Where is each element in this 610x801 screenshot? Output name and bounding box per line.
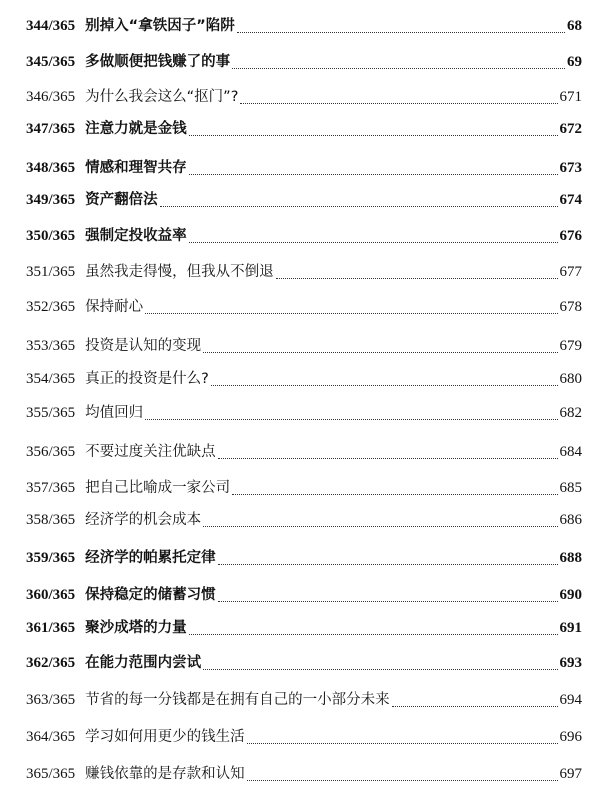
entry-number: 359/365 [26,550,76,566]
entry-page: 696 [559,729,582,745]
entry-title: 为什么我会这么“抠门”? [85,89,239,105]
dot-leader [392,706,558,707]
entry-number: 352/365 [26,299,76,315]
entry-title: 保持耐心 [85,299,144,315]
entry-page: 69 [567,54,582,70]
entry-title: 赚钱依靠的是存款和认知 [85,766,245,782]
entry-page: 694 [559,692,582,708]
entry-title: 虽然我走得慢，但我从不倒退 [85,264,274,280]
dot-leader [145,313,557,314]
entry-number: 348/365 [26,160,76,176]
entry-number: 349/365 [26,192,76,208]
entry-page: 691 [559,620,582,636]
dot-leader [189,174,558,175]
entry-number: 360/365 [26,587,76,603]
dot-leader [189,135,558,136]
dot-leader [232,494,557,495]
toc-entry[interactable] [26,188,582,212]
entry-title: 别掉入“拿铁因子”陷阱 [85,18,235,34]
entry-page: 68 [567,18,582,34]
entry-number: 361/365 [26,620,76,636]
toc-entry[interactable] [26,546,582,570]
entry-title: 不要过度关注优缺点 [85,444,216,460]
entry-number: 357/365 [26,480,76,496]
dot-leader [237,32,565,33]
dot-leader [203,526,557,527]
dot-leader [247,780,558,781]
entry-page: 678 [559,299,582,315]
entry-page: 673 [559,160,582,176]
toc-entry[interactable] [26,224,582,248]
toc-entry[interactable] [26,50,582,74]
entry-number: 364/365 [26,729,76,745]
dot-leader [218,601,558,602]
entry-number: 344/365 [26,18,76,34]
entry-title: 资产翻倍法 [85,192,158,208]
entry-page: 680 [559,371,582,387]
toc-entry[interactable] [26,725,582,749]
entry-page: 676 [559,228,582,244]
entry-page: 697 [559,766,582,782]
entry-page: 677 [559,264,582,280]
dot-leader [218,458,558,459]
entry-number: 353/365 [26,338,76,354]
toc-entry[interactable] [26,401,582,425]
toc-entry[interactable] [26,440,582,464]
dot-leader [247,743,558,744]
dot-leader [189,634,558,635]
toc-entry[interactable] [26,651,582,675]
toc-entry[interactable] [26,295,582,319]
entry-page: 688 [559,550,582,566]
entry-number: 358/365 [26,512,76,528]
dot-leader [203,669,557,670]
entry-title: 把自己比喻成一家公司 [85,480,231,496]
dot-leader [218,564,558,565]
entry-title: 注意力就是金钱 [85,121,187,137]
dot-leader [240,103,557,104]
entry-page: 682 [559,405,582,421]
entry-page: 684 [559,444,582,460]
dot-leader [211,385,558,386]
entry-page: 671 [559,89,582,105]
dot-leader [145,419,557,420]
entry-number: 356/365 [26,444,76,460]
toc-entry[interactable] [26,117,582,141]
entry-number: 365/365 [26,766,76,782]
dot-leader [160,206,558,207]
entry-page: 686 [559,512,582,528]
entry-title: 在能力范围内尝试 [85,655,202,671]
entry-title: 经济学的帕累托定律 [85,550,216,566]
toc-entry[interactable] [26,367,582,391]
entry-page: 690 [559,587,582,603]
entry-title: 情感和理智共存 [85,160,187,176]
entry-number: 350/365 [26,228,76,244]
entry-title: 多做顺便把钱赚了的事 [85,54,231,70]
toc-entry[interactable] [26,616,582,640]
toc-entry[interactable] [26,762,582,786]
dot-leader [189,242,558,243]
entry-page: 674 [559,192,582,208]
toc-entry[interactable] [26,260,582,284]
entry-title: 学习如何用更少的钱生活 [85,729,245,745]
entry-number: 351/365 [26,264,76,280]
toc-entry[interactable] [26,688,582,712]
dot-leader [203,352,557,353]
entry-title: 保持稳定的储蓄习惯 [85,587,216,603]
dot-leader [232,68,565,69]
toc-entry[interactable] [26,508,582,532]
entry-number: 363/365 [26,692,76,708]
entry-number: 345/365 [26,54,76,70]
entry-title: 强制定投收益率 [85,228,187,244]
entry-number: 354/365 [26,371,76,387]
entry-page: 679 [559,338,582,354]
entry-title: 真正的投资是什么? [85,371,209,387]
entry-number: 362/365 [26,655,76,671]
entry-title: 聚沙成塔的力量 [85,620,187,636]
entry-number: 346/365 [26,89,76,105]
entry-page: 672 [559,121,582,137]
entry-title: 经济学的机会成本 [85,512,202,528]
toc-entry[interactable] [26,583,582,607]
entry-number: 355/365 [26,405,76,421]
entry-title: 投资是认知的变现 [85,338,202,354]
toc-entry[interactable] [26,14,582,38]
entry-title: 节省的每一分钱都是在拥有自己的一小部分未来 [85,692,390,708]
toc-entry[interactable] [26,85,582,109]
entry-number: 347/365 [26,121,76,137]
entry-page: 693 [559,655,582,671]
entry-page: 685 [559,480,582,496]
toc-entry[interactable] [26,334,582,358]
toc-entry[interactable] [26,156,582,180]
toc-entry[interactable] [26,476,582,500]
dot-leader [276,278,558,279]
entry-title: 均值回归 [85,405,144,421]
